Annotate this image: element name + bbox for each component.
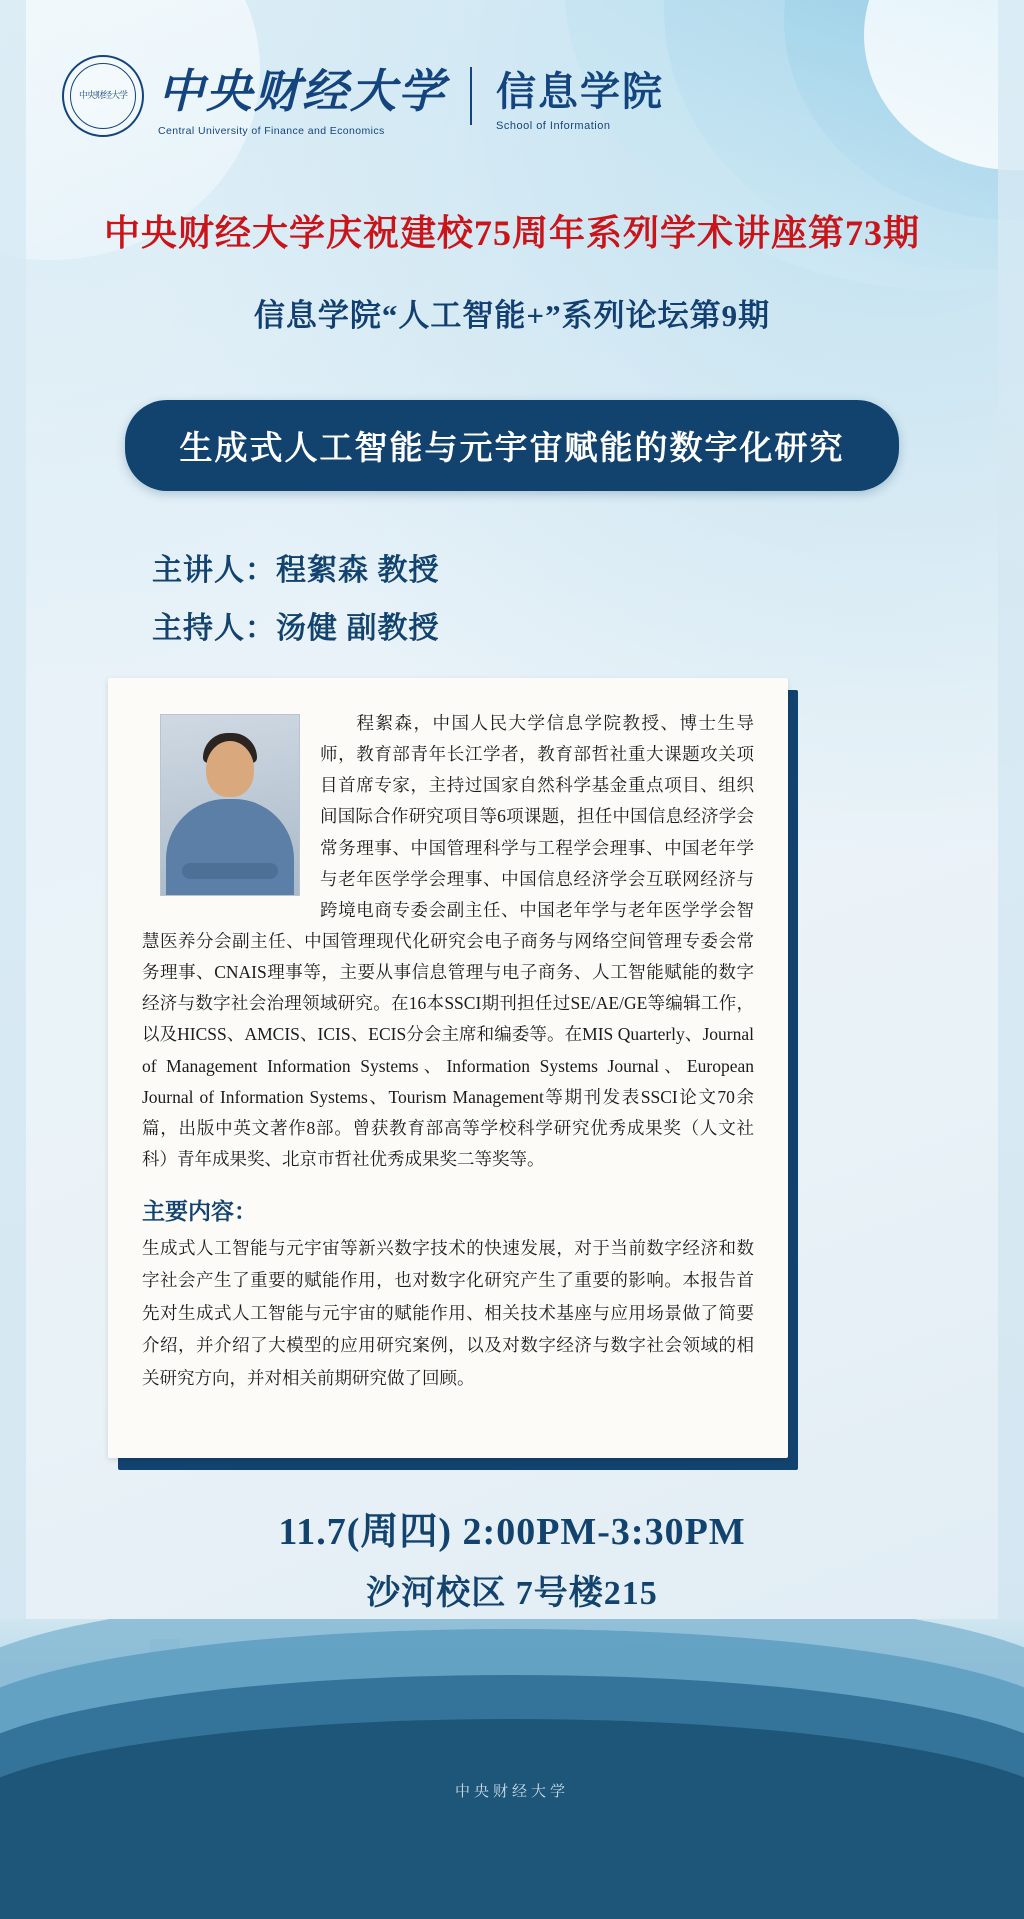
watermark-text: 中央财经大学: [454, 1784, 570, 1800]
main-content-heading: 主要内容：: [142, 1199, 257, 1225]
host-line: 主持人：汤健 副教授: [152, 612, 440, 645]
speaker-line: 主讲人：程絮森 教授: [152, 554, 440, 587]
portrait-arms-shape: [182, 863, 278, 879]
university-name-en: Central University of Finance and Economics: [158, 125, 385, 137]
university-name-cn: 中央财经大学: [158, 66, 446, 117]
main-content-body: [142, 1232, 754, 1394]
university-logo: [62, 55, 664, 137]
school-name-block: [496, 60, 664, 132]
skyline-wave-4: [0, 1719, 1024, 1919]
series-title-red: 中央财经大学庆祝建校75周年系列学术讲座第73期: [103, 213, 920, 253]
people-block: [152, 545, 440, 661]
main-content-text: 生成式人工智能与元宇宙等新兴数字技术的快速发展，对于当前数字经济和数字社会产生了重要的赋能作用，也对数字化研究产生了重要的影响。本报告首先对生成式人工智能与元宇宙的赋能作用、相关技术基座与应用场景做了简要介绍，并介绍了大模型的应用研究案例，以及对数字经济与数字社会领域的相关研究方向，并对相关前期研究做了回顾。: [142, 1238, 754, 1388]
detail-card: [108, 678, 788, 1458]
footer-skyline: [0, 1619, 1024, 1919]
lecture-topic: 生成式人工智能与元宇宙赋能的数字化研究: [125, 400, 899, 491]
topic-banner-wrap: [125, 400, 899, 491]
seal-label: 中央财经大学: [78, 90, 127, 101]
event-datetime: 11.7(周四) 2:00PM-3:30PM: [278, 1511, 746, 1553]
speaker-bio-text: 程絮森，中国人民大学信息学院教授、博士生导师，教育部青年长江学者，教育部哲社重大课题攻关项目首席专家，主持过国家自然科学基金重点项目、组织间国际合作研究项目等6项课题，担任中国信息经济学会常务理事、中国管理科学与工程学会理事、中国老年学与老年医学学会理事、中国信息经济学会互联网经济与跨境电商专委会副主任、中国老年学与老年医学学会智慧医养分会副主任、中国管理现代化研究会电子商务与网络空间管理专委会常务理事、CNAIS理事等，主要从事信息管理与电子商务、人工智能赋能的数字经济与数字社会治理领域研究。在16本SSCI期刊担任过SE/AE/GE等编辑工作，以及HICSS、AMCIS、ICIS、ECIS分会主席和编委等。在MIS Quarterly、Journal of Management Information Systems、Information Systems Journal、European Journal of Information Systems、Tourism Management等期刊发表SSCI论文70余篇，出版中英文著作8部。曾获教育部高等学校科学研究优秀成果奖（人文社科）青年成果奖、北京市哲社优秀成果奖二等奖等。: [142, 713, 754, 1169]
university-seal-icon: [62, 55, 144, 137]
series-title-blue: 信息学院“人工智能+”系列论坛第9期: [253, 298, 771, 333]
portrait-head-shape: [206, 741, 254, 797]
speaker-portrait: [160, 714, 300, 896]
university-name-block: [158, 55, 446, 137]
school-name-en: School of Information: [496, 120, 611, 132]
event-location: 沙河校区 7号楼215: [366, 1575, 658, 1612]
logo-divider: [470, 67, 472, 125]
portrait-body-shape: [166, 799, 294, 895]
school-name-cn: 信息学院: [496, 69, 664, 114]
